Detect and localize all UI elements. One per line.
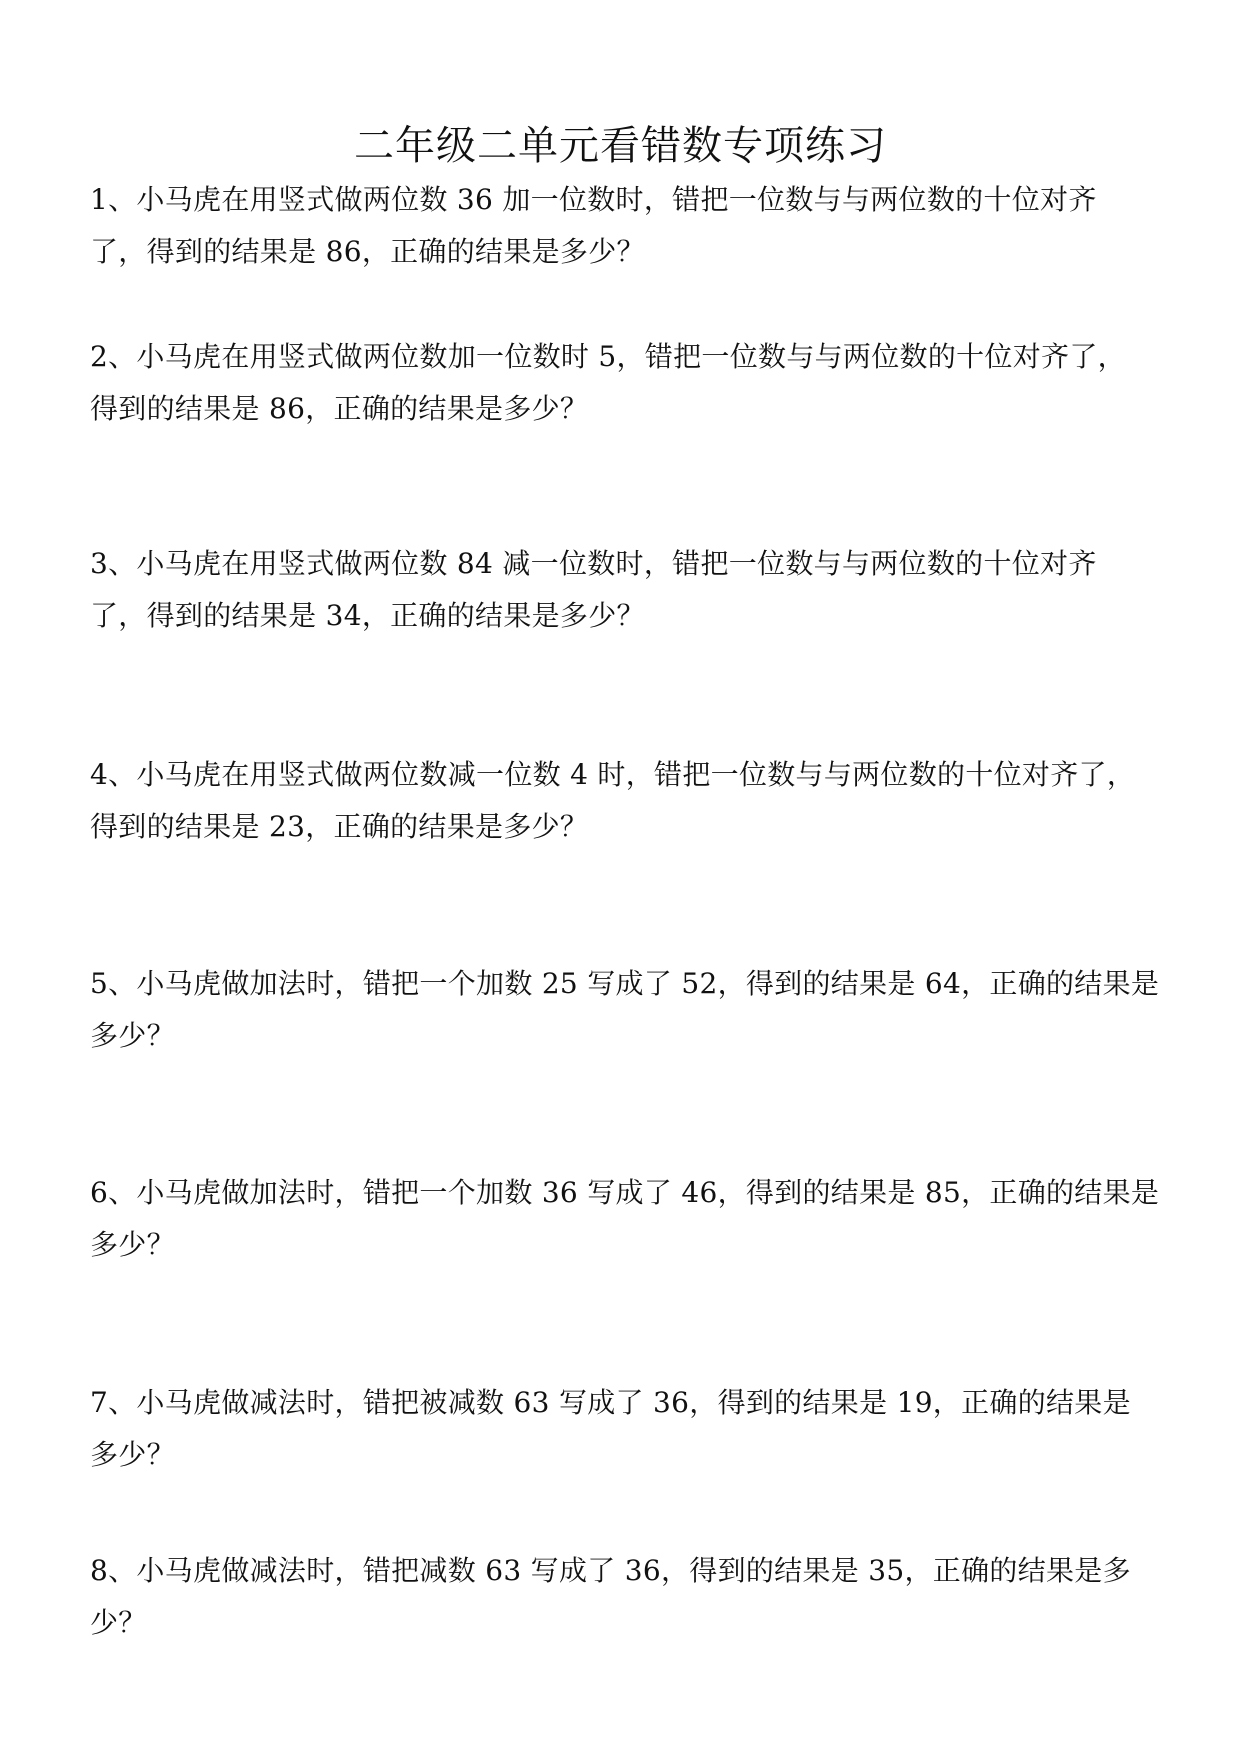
question-text-line: 得到的结果是 23，正确的结果是多少？ — [90, 810, 589, 843]
question-5 — [90, 958, 1170, 1062]
question-text-line: 7、小马虎做减法时，错把被减数 63 写成了 36，得到的结果是 19，正确的结果是 — [90, 1386, 1131, 1419]
question-text-line: 多少？ — [90, 1019, 175, 1052]
question-text-line: 5、小马虎做加法时，错把一个加数 25 写成了 52，得到的结果是 64，正确的结果是 — [90, 967, 1160, 1000]
question-text-line: 得到的结果是 86，正确的结果是多少？ — [90, 392, 589, 425]
question-2 — [90, 331, 1170, 435]
question-3 — [90, 538, 1170, 642]
question-text-line: 多少？ — [90, 1438, 175, 1471]
question-6 — [90, 1167, 1170, 1271]
question-text-line: 8、小马虎做减法时，错把减数 63 写成了 36，得到的结果是 35，正确的结果是多 — [90, 1554, 1131, 1587]
question-7 — [90, 1377, 1170, 1481]
question-text-line: 2、小马虎在用竖式做两位数加一位数时 5，错把一位数与与两位数的十位对齐了， — [90, 340, 1126, 373]
question-1 — [90, 174, 1170, 278]
question-text-line: 4、小马虎在用竖式做两位数减一位数 4 时，错把一位数与与两位数的十位对齐了， — [90, 758, 1136, 791]
question-4 — [90, 749, 1170, 853]
question-8 — [90, 1545, 1170, 1649]
question-text-line: 少？ — [90, 1606, 147, 1639]
question-text-line: 6、小马虎做加法时，错把一个加数 36 写成了 46，得到的结果是 85，正确的结果是 — [90, 1176, 1160, 1209]
question-text-line: 了，得到的结果是 34，正确的结果是多少？ — [90, 599, 645, 632]
question-text-line: 多少？ — [90, 1228, 175, 1261]
question-text-line: 了，得到的结果是 86，正确的结果是多少？ — [90, 235, 645, 268]
page-title: 二年级二单元看错数专项练习 — [354, 123, 887, 169]
question-text-line: 3、小马虎在用竖式做两位数 84 减一位数时，错把一位数与与两位数的十位对齐 — [90, 547, 1097, 580]
question-text-line: 1、小马虎在用竖式做两位数 36 加一位数时，错把一位数与与两位数的十位对齐 — [90, 183, 1097, 216]
